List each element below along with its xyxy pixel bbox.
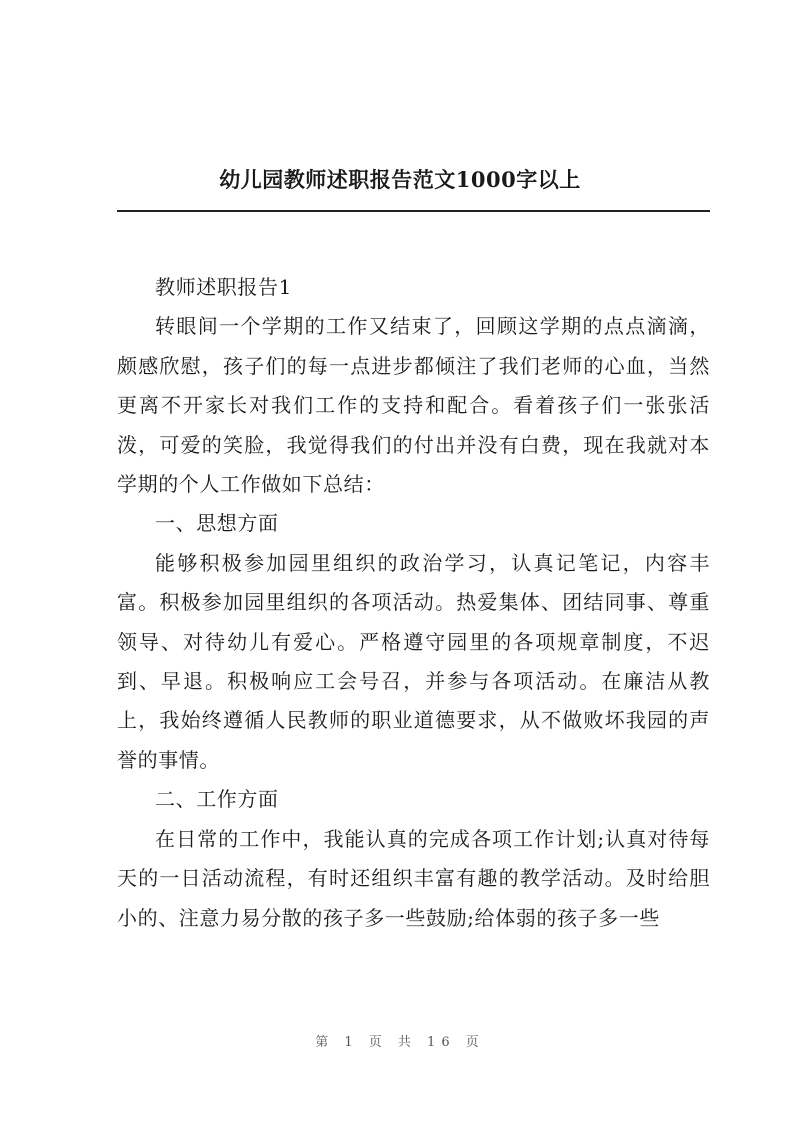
page-number-footer: 第 1 页 共 16 页: [315, 1035, 485, 1050]
intro-paragraph: 转眼间一个学期的工作又结束了，回顾这学期的点点滴滴，颇感欣慰，孩子们的每一点进步都倾注了我们老师的心血，当然更离不开家长对我们工作的支持和配合。看着孩子们一张张活泼，可爱的笑脸，我觉得我们的付出并没有白费，现在我就对本学期的个人工作做如下总结：: [117, 314, 710, 497]
section-heading-work: 二、工作方面: [155, 787, 279, 812]
section-heading-thought: 一、思想方面: [155, 511, 279, 536]
title-divider: [117, 210, 710, 212]
thought-paragraph: 能够积极参加园里组织的政治学习，认真记笔记，内容丰富。积极参加园里组织的各项活动。热爱集体、团结同事、尊重领导、对待幼儿有爱心。严格遵守园里的各项规章制度，不迟到、早退。积极响应工会号召，并参与各项活动。在廉洁从教上，我始终遵循人民教师的职业道德要求，从不做败坏我园的声誉的事情。: [117, 550, 710, 772]
document-title: 幼儿园教师述职报告范文1000字以上: [219, 167, 581, 192]
work-paragraph: 在日常的工作中，我能认真的完成各项工作计划;认真对待每天的一日活动流程，有时还组织丰富有趣的教学活动。及时给胆小的、注意力易分散的孩子多一些鼓励;给体弱的孩子多一些: [117, 826, 710, 930]
section-heading-report-1: 教师述职报告1: [155, 275, 292, 299]
document-body: [117, 268, 710, 938]
